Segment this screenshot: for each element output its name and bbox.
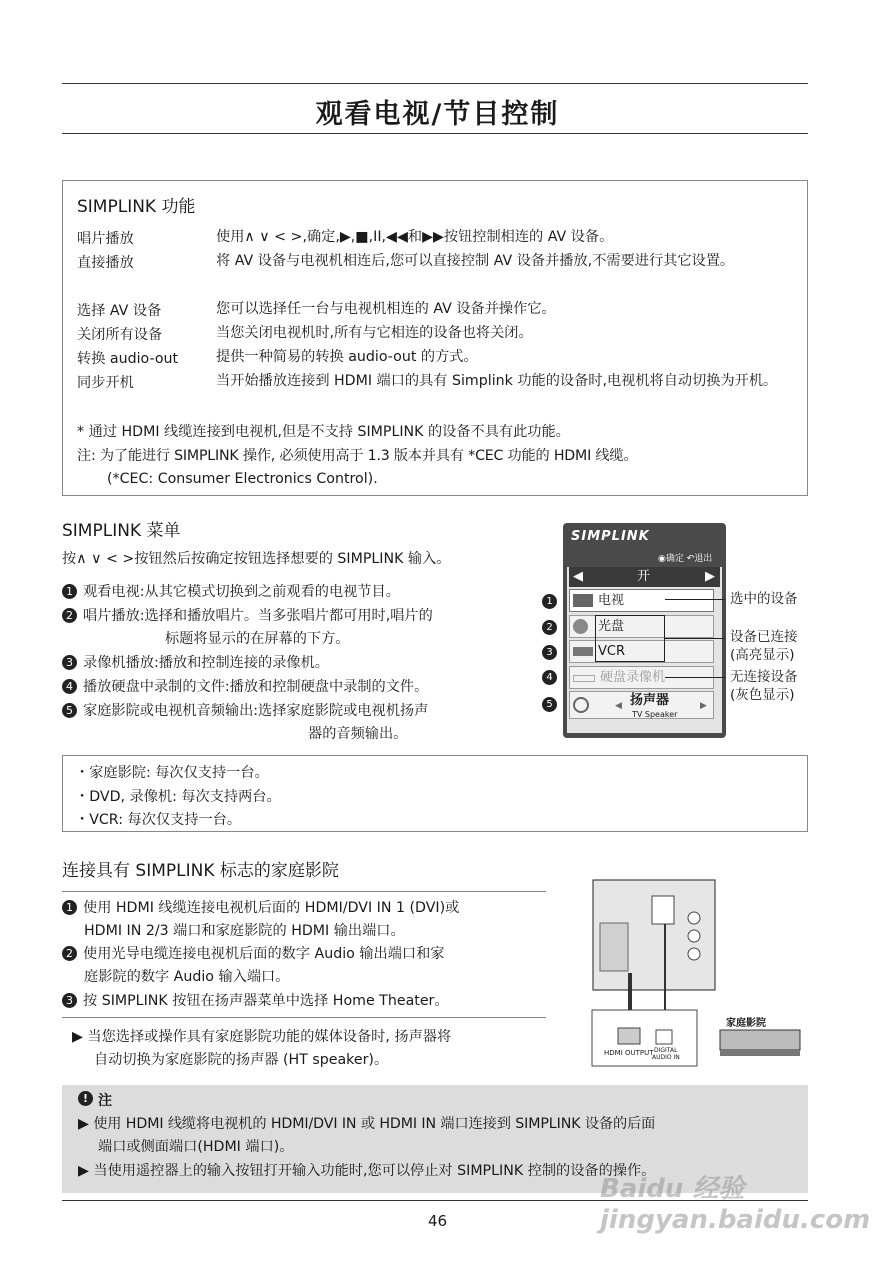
section-rule <box>62 891 546 892</box>
number-badge: 1 <box>62 900 77 915</box>
row-label: 转换 audio-out <box>77 351 179 367</box>
number-badge: 2 <box>62 608 77 623</box>
vcr-icon <box>573 647 593 656</box>
top-rule <box>62 83 808 84</box>
menu-item-vcr[interactable]: VCR <box>569 640 714 663</box>
simplink-menu-intro: 按∧ ∨ < >按钮然后按确定按钮选择想要的 SIMPLINK 输入。 <box>62 551 451 567</box>
step-cont: HDMI IN 2/3 端口和家庭影院的 HDMI 输出端口。 <box>84 923 405 939</box>
list-item: 1 观看电视:从其它模式切换到之前观看的电视节目。 <box>62 580 400 604</box>
marker-3: 3 <box>542 645 557 660</box>
audio-port <box>688 948 700 960</box>
callout-not-connected: 无连接设备 <box>730 669 798 685</box>
page-number: 46 <box>427 1212 448 1230</box>
simplink-menu-heading: SIMPLINK 菜单 <box>62 521 181 541</box>
home-theater-unit <box>720 1030 800 1050</box>
connection-diagram-svg <box>590 878 806 1070</box>
callout-not-connected-note: (灰色显示) <box>730 687 795 703</box>
simplink-function-heading: SIMPLINK 功能 <box>77 197 196 217</box>
number-badge: 3 <box>62 655 77 670</box>
menu-item-disc[interactable]: 光盘 <box>569 615 714 638</box>
marker-1: 1 <box>542 594 557 609</box>
menu-item-speaker[interactable]: ◀ 扬声器 TV Speaker ▶ <box>569 691 714 719</box>
note-heading: 注 <box>98 1093 112 1109</box>
row-desc: 使用∧ ∨ < >,确定,▶,■,II,◀◀和▶▶按钮控制相连的 AV 设备。 <box>216 229 614 245</box>
number-badge: 1 <box>62 584 77 599</box>
hdd-icon <box>573 675 595 682</box>
right-arrow-icon: ▶ <box>700 701 707 711</box>
note-line: ▶ 当使用遥控器上的输入按钮打开输入功能时,您可以停止对 SIMPLINK 控制的设备的操作。 <box>78 1163 656 1179</box>
tip-text: 自动切换为家庭影院的扬声器 (HT speaker)。 <box>94 1052 389 1068</box>
limit-item: ・家庭影院: 每次仅支持一台。 <box>75 765 269 781</box>
row-label: 直接播放 <box>77 255 134 271</box>
row-desc: 当开始播放连接到 HDMI 端口的具有 Simplink 功能的设备时,电视机将自动切换为开机。 <box>216 373 778 389</box>
home-theater-heading: 连接具有 SIMPLINK 标志的家庭影院 <box>62 861 339 881</box>
tv-icon <box>573 594 593 607</box>
number-badge: 2 <box>62 946 77 961</box>
left-arrow-icon: ◀ <box>573 569 583 584</box>
callout-connected: 设备已连接 <box>730 629 798 645</box>
callout-line <box>665 677 725 678</box>
right-arrow-icon: ▶ <box>705 569 715 584</box>
list-item-cont: 器的音频输出。 <box>308 726 408 742</box>
page-title: 观看电视/节目控制 <box>315 99 560 130</box>
diagram-device-label: 家庭影院 <box>726 1018 766 1029</box>
note-line: ▶ 使用 HDMI 线缆将电视机的 HDMI/DVI IN 或 HDMI IN 端口连接到 SIMPLINK 设备的后面 <box>78 1116 656 1132</box>
row-label: 唱片播放 <box>77 231 134 247</box>
step-item: 3 按 SIMPLINK 按钮在扬声器菜单中选择 Home Theater。 <box>62 989 449 1013</box>
function-note: 注: 为了能进行 SIMPLINK 操作, 必须使用高于 1.3 版本并具有 *CEC 功能的 HDMI 线缆。 <box>77 448 638 464</box>
list-item: 3 录像机播放:播放和控制连接的录像机。 <box>62 651 329 675</box>
limit-item: ・VCR: 每次仅支持一台。 <box>75 812 242 828</box>
diagram-port-label: DIGITAL <box>654 1047 678 1054</box>
row-desc: 将 AV 设备与电视机相连后,您可以直接控制 AV 设备并播放,不需要进行其它设置。 <box>216 253 735 269</box>
list-item: 4 播放硬盘中录制的文件:播放和控制硬盘中录制的文件。 <box>62 675 428 699</box>
list-item: 5 家庭影院或电视机音频输出:选择家庭影院或电视机扬声 <box>62 699 428 723</box>
marker-5: 5 <box>542 697 557 712</box>
section-rule <box>62 1017 546 1018</box>
row-desc: 提供一种简易的转换 audio-out 的方式。 <box>216 349 478 365</box>
function-note: (*CEC: Consumer Electronics Control). <box>107 471 378 487</box>
step-cont: 庭影院的数字 Audio 输入端口。 <box>84 969 290 985</box>
note-line: 端口或侧面端口(HDMI 端口)。 <box>98 1139 294 1155</box>
number-badge: 3 <box>62 993 77 1008</box>
row-desc: 您可以选择任一台与电视机相连的 AV 设备并操作它。 <box>216 301 556 317</box>
watermark: Baidu 经验 jingyan.baidu.com <box>600 1174 871 1235</box>
menu-item-tv[interactable]: 电视 <box>569 589 714 612</box>
tip-text: ▶ 当您选择或操作具有家庭影院功能的媒体设备时, 扬声器将 <box>72 1029 452 1045</box>
ht-back-panel <box>592 1010 697 1066</box>
callout-selected: 选中的设备 <box>730 591 798 607</box>
ht-hdmi-port <box>618 1028 640 1044</box>
diagram-port-label: AUDIO IN <box>652 1054 680 1061</box>
diagram-port-label: HDMI OUTPUT <box>604 1049 654 1057</box>
step-item: 1 使用 HDMI 线缆连接电视机后面的 HDMI/DVI IN 1 (DVI)或 <box>62 896 459 920</box>
warning-icon: ! <box>78 1091 93 1106</box>
callout-line <box>665 638 725 639</box>
callout-connected-note: (高亮显示) <box>730 647 795 663</box>
home-theater-base <box>720 1050 800 1056</box>
number-badge: 5 <box>62 703 77 718</box>
limit-item: ・DVD, 录像机: 每次支持两台。 <box>75 789 281 805</box>
hdmi-port-group <box>600 923 628 971</box>
marker-4: 4 <box>542 670 557 685</box>
list-item-cont: 标题将显示的在屏幕的下方。 <box>165 631 350 647</box>
title-rule <box>62 133 808 134</box>
toggle-value: 开 <box>637 569 651 584</box>
connection-diagram <box>590 878 806 1070</box>
row-label: 同步开机 <box>77 375 134 391</box>
number-badge: 4 <box>62 679 77 694</box>
menu-item-hdd: 硬盘录像机 <box>569 666 714 689</box>
optical-port <box>652 896 674 924</box>
row-label: 关闭所有设备 <box>77 327 163 343</box>
row-label: 选择 AV 设备 <box>77 303 162 319</box>
list-item: 2 唱片播放:选择和播放唱片。当多张唱片都可用时,唱片的 <box>62 604 433 628</box>
simplink-logo: SIMPLINK <box>571 529 650 544</box>
speaker-icon <box>573 697 589 713</box>
left-arrow-icon: ◀ <box>615 701 622 711</box>
ht-optical-port <box>656 1030 672 1044</box>
callout-line <box>665 599 725 600</box>
function-note: * 通过 HDMI 线缆连接到电视机,但是不支持 SIMPLINK 的设备不具有此功能。 <box>77 424 570 440</box>
connected-group-outline <box>595 615 665 662</box>
row-desc: 当您关闭电视机时,所有与它相连的设备也将关闭。 <box>216 325 533 341</box>
marker-2: 2 <box>542 620 557 635</box>
toggle-row[interactable] <box>569 567 720 587</box>
screen-hint: ◉确定 ↶退出 <box>658 554 713 564</box>
audio-port <box>688 912 700 924</box>
audio-port <box>688 930 700 942</box>
disc-icon <box>573 619 588 634</box>
step-item: 2 使用光导电缆连接电视机后面的数字 Audio 输出端口和家 <box>62 942 444 966</box>
